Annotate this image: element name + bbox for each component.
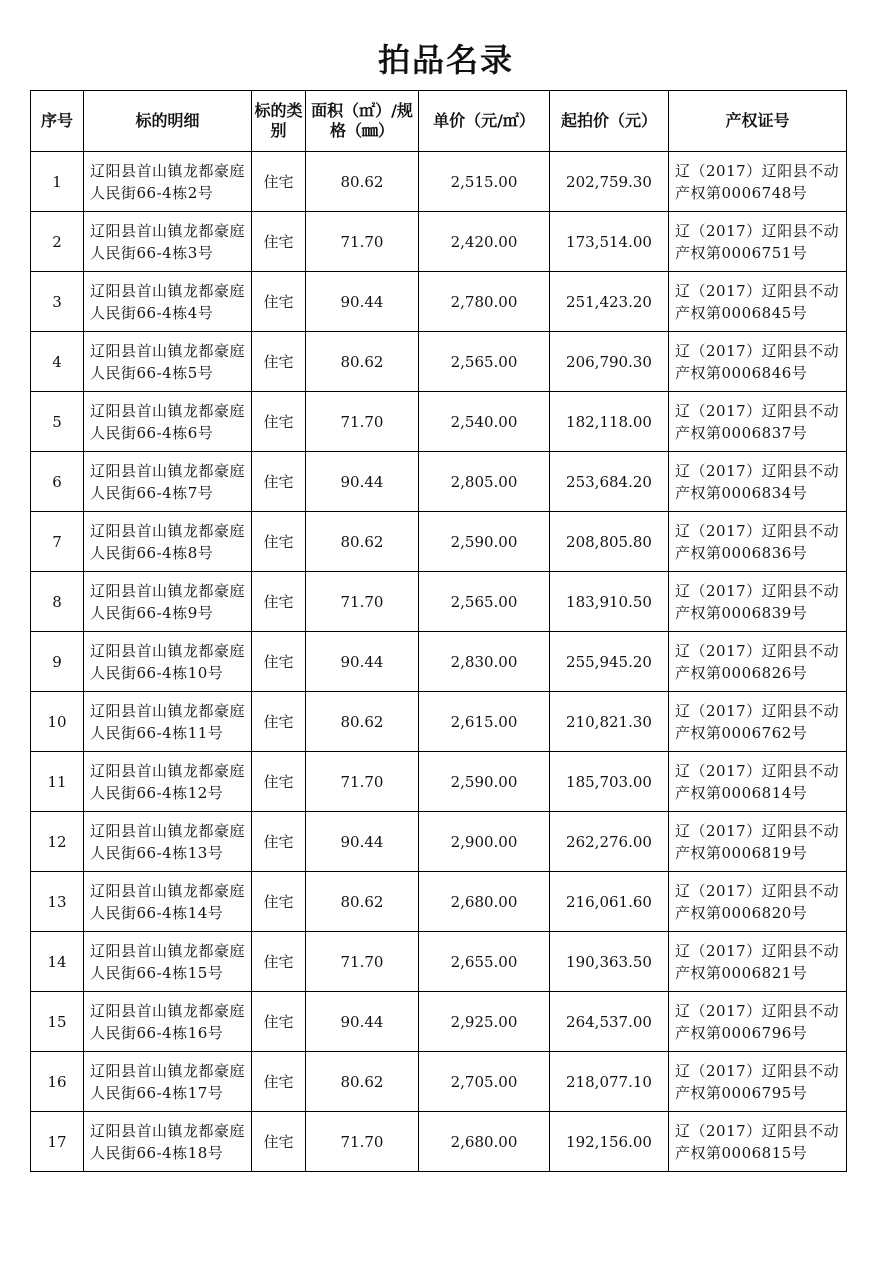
property-certificate: 辽（2017）辽阳县不动产权第0006748号 (669, 152, 847, 212)
row-number: 12 (31, 812, 84, 872)
row-number: 9 (31, 632, 84, 692)
starting-price: 202,759.30 (550, 152, 669, 212)
header-start-price: 起拍价（元） (550, 91, 669, 152)
unit-price: 2,565.00 (419, 332, 550, 392)
lot-area: 80.62 (306, 512, 419, 572)
unit-price: 2,830.00 (419, 632, 550, 692)
lot-type: 住宅 (252, 392, 306, 452)
lot-description: 辽阳县首山镇龙都豪庭人民街66-4栋16号 (84, 992, 252, 1052)
lot-area: 80.62 (306, 692, 419, 752)
lot-type: 住宅 (252, 992, 306, 1052)
table-row (31, 392, 847, 452)
row-number: 6 (31, 452, 84, 512)
row-number: 16 (31, 1052, 84, 1112)
unit-price: 2,900.00 (419, 812, 550, 872)
starting-price: 251,423.20 (550, 272, 669, 332)
row-number: 2 (31, 212, 84, 272)
unit-price: 2,565.00 (419, 572, 550, 632)
lot-type: 住宅 (252, 272, 306, 332)
lot-type: 住宅 (252, 692, 306, 752)
row-number: 15 (31, 992, 84, 1052)
property-certificate: 辽（2017）辽阳县不动产权第0006834号 (669, 452, 847, 512)
lot-description: 辽阳县首山镇龙都豪庭人民街66-4栋11号 (84, 692, 252, 752)
lot-description: 辽阳县首山镇龙都豪庭人民街66-4栋14号 (84, 872, 252, 932)
lot-description: 辽阳县首山镇龙都豪庭人民街66-4栋9号 (84, 572, 252, 632)
lot-area: 80.62 (306, 872, 419, 932)
starting-price: 210,821.30 (550, 692, 669, 752)
property-certificate: 辽（2017）辽阳县不动产权第0006821号 (669, 932, 847, 992)
lot-type: 住宅 (252, 572, 306, 632)
table-row (31, 512, 847, 572)
header-row (31, 91, 847, 152)
starting-price: 183,910.50 (550, 572, 669, 632)
lot-type: 住宅 (252, 212, 306, 272)
starting-price: 208,805.80 (550, 512, 669, 572)
row-number: 8 (31, 572, 84, 632)
unit-price: 2,590.00 (419, 512, 550, 572)
unit-price: 2,655.00 (419, 932, 550, 992)
lot-description: 辽阳县首山镇龙都豪庭人民街66-4栋18号 (84, 1112, 252, 1172)
table-row (31, 632, 847, 692)
starting-price: 255,945.20 (550, 632, 669, 692)
property-certificate: 辽（2017）辽阳县不动产权第0006795号 (669, 1052, 847, 1112)
row-number: 11 (31, 752, 84, 812)
unit-price: 2,780.00 (419, 272, 550, 332)
unit-price: 2,540.00 (419, 392, 550, 452)
property-certificate: 辽（2017）辽阳县不动产权第0006846号 (669, 332, 847, 392)
table-row (31, 572, 847, 632)
table-row (31, 872, 847, 932)
lot-type: 住宅 (252, 512, 306, 572)
lot-area: 80.62 (306, 152, 419, 212)
lot-type: 住宅 (252, 752, 306, 812)
row-number: 17 (31, 1112, 84, 1172)
property-certificate: 辽（2017）辽阳县不动产权第0006836号 (669, 512, 847, 572)
property-certificate: 辽（2017）辽阳县不动产权第0006826号 (669, 632, 847, 692)
header-area: 面积（㎡）/规格（㎜） (306, 91, 419, 152)
starting-price: 173,514.00 (550, 212, 669, 272)
unit-price: 2,590.00 (419, 752, 550, 812)
table-row (31, 452, 847, 512)
lot-area: 90.44 (306, 992, 419, 1052)
lot-area: 71.70 (306, 752, 419, 812)
lot-type: 住宅 (252, 932, 306, 992)
starting-price: 190,363.50 (550, 932, 669, 992)
table-row (31, 212, 847, 272)
starting-price: 185,703.00 (550, 752, 669, 812)
row-number: 10 (31, 692, 84, 752)
unit-price: 2,680.00 (419, 1112, 550, 1172)
table-row (31, 752, 847, 812)
row-number: 14 (31, 932, 84, 992)
starting-price: 262,276.00 (550, 812, 669, 872)
property-certificate: 辽（2017）辽阳县不动产权第0006762号 (669, 692, 847, 752)
unit-price: 2,805.00 (419, 452, 550, 512)
lot-description: 辽阳县首山镇龙都豪庭人民街66-4栋12号 (84, 752, 252, 812)
lot-area: 90.44 (306, 812, 419, 872)
starting-price: 264,537.00 (550, 992, 669, 1052)
unit-price: 2,515.00 (419, 152, 550, 212)
starting-price: 218,077.10 (550, 1052, 669, 1112)
lot-area: 71.70 (306, 932, 419, 992)
lot-type: 住宅 (252, 1052, 306, 1112)
lot-description: 辽阳县首山镇龙都豪庭人民街66-4栋13号 (84, 812, 252, 872)
lot-description: 辽阳县首山镇龙都豪庭人民街66-4栋15号 (84, 932, 252, 992)
lot-area: 71.70 (306, 212, 419, 272)
lot-area: 90.44 (306, 632, 419, 692)
property-certificate: 辽（2017）辽阳县不动产权第0006815号 (669, 1112, 847, 1172)
lot-area: 90.44 (306, 452, 419, 512)
starting-price: 253,684.20 (550, 452, 669, 512)
header-type: 标的类别 (252, 91, 306, 152)
row-number: 3 (31, 272, 84, 332)
table-row (31, 1052, 847, 1112)
header-no: 序号 (31, 91, 84, 152)
auction-table (30, 90, 847, 1172)
lot-description: 辽阳县首山镇龙都豪庭人民街66-4栋6号 (84, 392, 252, 452)
starting-price: 182,118.00 (550, 392, 669, 452)
lot-area: 71.70 (306, 392, 419, 452)
header-unit-price: 单价（元/㎡） (419, 91, 550, 152)
unit-price: 2,420.00 (419, 212, 550, 272)
lot-type: 住宅 (252, 872, 306, 932)
row-number: 4 (31, 332, 84, 392)
lot-description: 辽阳县首山镇龙都豪庭人民街66-4栋5号 (84, 332, 252, 392)
unit-price: 2,705.00 (419, 1052, 550, 1112)
table-row (31, 1112, 847, 1172)
property-certificate: 辽（2017）辽阳县不动产权第0006814号 (669, 752, 847, 812)
header-desc: 标的明细 (84, 91, 252, 152)
lot-description: 辽阳县首山镇龙都豪庭人民街66-4栋2号 (84, 152, 252, 212)
property-certificate: 辽（2017）辽阳县不动产权第0006820号 (669, 872, 847, 932)
header-cert: 产权证号 (669, 91, 847, 152)
lot-description: 辽阳县首山镇龙都豪庭人民街66-4栋8号 (84, 512, 252, 572)
unit-price: 2,680.00 (419, 872, 550, 932)
table-row (31, 932, 847, 992)
lot-description: 辽阳县首山镇龙都豪庭人民街66-4栋4号 (84, 272, 252, 332)
property-certificate: 辽（2017）辽阳县不动产权第0006837号 (669, 392, 847, 452)
property-certificate: 辽（2017）辽阳县不动产权第0006796号 (669, 992, 847, 1052)
lot-area: 71.70 (306, 1112, 419, 1172)
starting-price: 216,061.60 (550, 872, 669, 932)
starting-price: 192,156.00 (550, 1112, 669, 1172)
table-row (31, 812, 847, 872)
row-number: 13 (31, 872, 84, 932)
lot-type: 住宅 (252, 632, 306, 692)
lot-area: 80.62 (306, 332, 419, 392)
lot-description: 辽阳县首山镇龙都豪庭人民街66-4栋10号 (84, 632, 252, 692)
row-number: 7 (31, 512, 84, 572)
property-certificate: 辽（2017）辽阳县不动产权第0006839号 (669, 572, 847, 632)
lot-type: 住宅 (252, 1112, 306, 1172)
lot-area: 71.70 (306, 572, 419, 632)
page-title: 拍品名录 (377, 41, 514, 79)
starting-price: 206,790.30 (550, 332, 669, 392)
table-row (31, 692, 847, 752)
unit-price: 2,615.00 (419, 692, 550, 752)
row-number: 1 (31, 152, 84, 212)
lot-description: 辽阳县首山镇龙都豪庭人民街66-4栋17号 (84, 1052, 252, 1112)
table-row (31, 152, 847, 212)
lot-description: 辽阳县首山镇龙都豪庭人民街66-4栋3号 (84, 212, 252, 272)
property-certificate: 辽（2017）辽阳县不动产权第0006819号 (669, 812, 847, 872)
property-certificate: 辽（2017）辽阳县不动产权第0006845号 (669, 272, 847, 332)
lot-type: 住宅 (252, 152, 306, 212)
lot-type: 住宅 (252, 452, 306, 512)
table-row (31, 332, 847, 392)
property-certificate: 辽（2017）辽阳县不动产权第0006751号 (669, 212, 847, 272)
row-number: 5 (31, 392, 84, 452)
lot-area: 90.44 (306, 272, 419, 332)
lot-description: 辽阳县首山镇龙都豪庭人民街66-4栋7号 (84, 452, 252, 512)
lot-area: 80.62 (306, 1052, 419, 1112)
table-row (31, 992, 847, 1052)
lot-type: 住宅 (252, 812, 306, 872)
unit-price: 2,925.00 (419, 992, 550, 1052)
lot-type: 住宅 (252, 332, 306, 392)
table-row (31, 272, 847, 332)
